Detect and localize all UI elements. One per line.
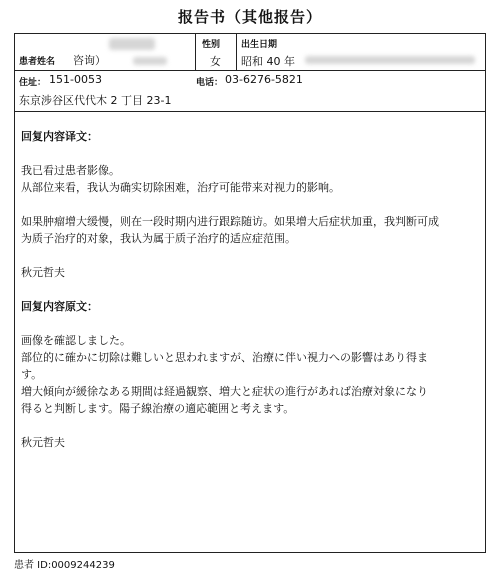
dob-cell: [237, 34, 485, 70]
document-title: 报告书（其他报告）: [177, 8, 322, 26]
original-line: 得ると判断します。陽子線治療の適応範囲と考えます。: [21, 402, 295, 415]
translation-line: 如果肿瘤增大缓慢，则在一段时期内进行跟踪随访。如果增大后症状加重，我判断可成: [21, 215, 439, 228]
original-line: 画像を確認しました。: [21, 334, 131, 347]
original-signature: 秋元哲夫: [21, 436, 65, 449]
patient-info-row: [15, 34, 485, 71]
report-frame: [14, 33, 486, 553]
translation-signature: 秋元哲夫: [21, 266, 65, 279]
sex-cell: [196, 34, 237, 70]
address-line: 东京涉谷区代代木 2 丁目 23-1: [19, 94, 172, 107]
sex-value: 女: [210, 55, 221, 68]
original-heading: 回复内容原文：: [21, 300, 98, 313]
dob-label: 出生日期: [241, 40, 278, 50]
redacted-name-bottom: [133, 57, 167, 65]
report-body: [21, 128, 481, 451]
translation-line: 从部位来看，我认为确实切除困难，治疗可能带来对视力的影响。: [21, 181, 340, 194]
patient-name-label: 患者姓名: [19, 57, 56, 67]
address-row: [15, 71, 485, 112]
phone-label: 电话：: [196, 78, 224, 88]
patient-name-cell: [15, 34, 196, 70]
original-line: 増大傾向が緩徐なある期間は経過観察、増大と症状の進行があれば治療対象になり: [21, 385, 428, 398]
translation-heading: 回复内容译文：: [21, 130, 98, 143]
translation-line: 为质子治疗的对象，我认为属于质子治疗的适应症范围。: [21, 232, 296, 245]
redacted-name-top: [109, 38, 155, 50]
patient-id-footer: 患者 ID:0009244239: [14, 560, 115, 571]
original-line: す。: [21, 368, 43, 381]
patient-name-suffix: 咨询）: [73, 54, 106, 67]
sex-label: 性别: [202, 40, 221, 50]
phone-value: 03-6276-5821: [225, 73, 303, 86]
address-label: 住址：: [19, 78, 47, 88]
dob-value: 昭和 40 年: [241, 55, 295, 68]
original-line: 部位的に確かに切除は難しいと思われますが、治療に伴い視力への影響はあり得ま: [21, 351, 428, 364]
translation-line: 我已看过患者影像。: [21, 164, 120, 177]
redacted-dob: [305, 56, 475, 64]
postal-code: 151-0053: [49, 73, 102, 86]
